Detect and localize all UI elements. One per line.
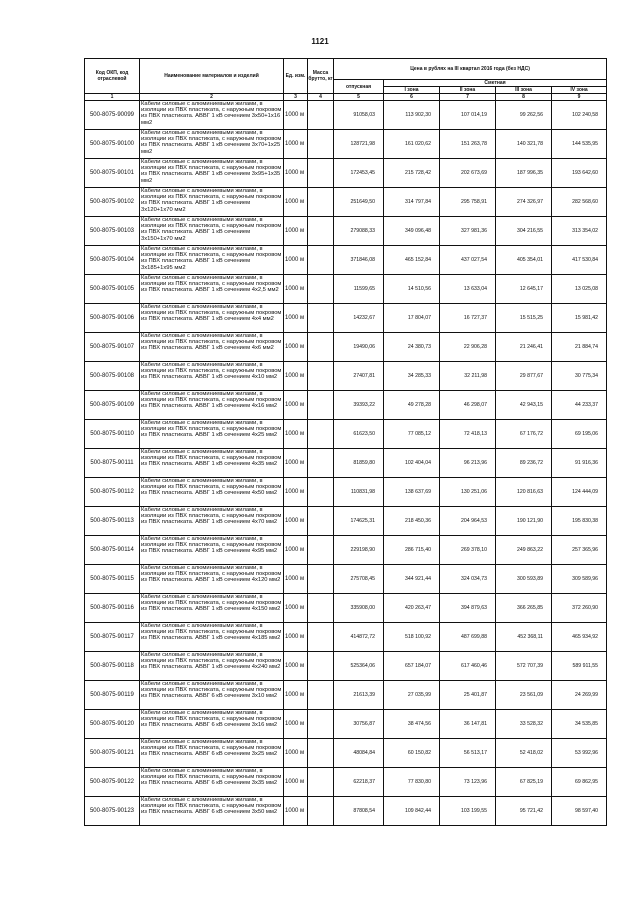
price-zone-3: 33 528,32 <box>496 710 552 739</box>
item-name <box>140 681 284 710</box>
price-zone-3: 67 176,72 <box>496 420 552 449</box>
price-zone-1: 420 263,47 <box>384 594 440 623</box>
item-name <box>140 304 284 333</box>
price-zone-2: 103 199,55 <box>440 797 496 826</box>
item-mass <box>308 449 334 478</box>
page-number: 1121 <box>311 37 329 46</box>
price-release: 81859,80 <box>334 449 384 478</box>
price-zone-2: 295 758,91 <box>440 188 496 217</box>
item-name <box>140 420 284 449</box>
table-row <box>85 797 607 826</box>
item-name <box>140 565 284 594</box>
header-zone-2: II зона <box>440 87 496 94</box>
column-number: 4 <box>308 94 334 101</box>
item-name <box>140 594 284 623</box>
item-code: 500-8075-90118 <box>85 652 140 681</box>
table-row <box>85 420 607 449</box>
item-name <box>140 797 284 826</box>
item-name <box>140 217 284 246</box>
column-number: 2 <box>140 94 284 101</box>
price-zone-2: 22 906,28 <box>440 333 496 362</box>
price-release: 172453,45 <box>334 159 384 188</box>
price-zone-4: 30 775,34 <box>552 362 607 391</box>
table-row <box>85 652 607 681</box>
price-zone-3: 405 354,01 <box>496 246 552 275</box>
item-name-text: Кабели силовые с алюминиевыми жилами, в изоляции из ПВХ пластиката, с наружным покровом из ПВХ пластиката. АВВГ 6 кВ сечением 3х16 мм2 <box>141 710 282 729</box>
item-unit: 1000 м <box>284 623 308 652</box>
price-zone-1: 314 797,84 <box>384 188 440 217</box>
price-zone-4: 193 642,60 <box>552 159 607 188</box>
price-release: 11599,65 <box>334 275 384 304</box>
item-mass <box>308 420 334 449</box>
price-zone-3: 21 246,41 <box>496 333 552 362</box>
price-zone-4: 21 884,74 <box>552 333 607 362</box>
price-release: 229198,90 <box>334 536 384 565</box>
price-zone-2: 72 418,13 <box>440 420 496 449</box>
header-zone-3: III зона <box>496 87 552 94</box>
price-zone-4: 144 535,95 <box>552 130 607 159</box>
item-mass <box>308 565 334 594</box>
price-zone-2: 327 981,36 <box>440 217 496 246</box>
item-name-text: Кабели силовые с алюминиевыми жилами, в изоляции из ПВХ пластиката, с наружным покровом из ПВХ пластиката. АВВГ 1 кВ сечением 4х25 мм2 <box>141 420 282 439</box>
item-code: 500-8075-90103 <box>85 217 140 246</box>
item-unit: 1000 м <box>284 449 308 478</box>
price-zone-1: 349 096,48 <box>384 217 440 246</box>
item-unit: 1000 м <box>284 652 308 681</box>
table-row <box>85 739 607 768</box>
item-unit: 1000 м <box>284 739 308 768</box>
price-release: 21613,39 <box>334 681 384 710</box>
item-name-text: Кабели силовые с алюминиевыми жилами, в изоляции из ПВХ пластиката, с наружным покровом из ПВХ пластиката. АВВГ 1 кВ сечением 3х95+1х35 мм2 <box>141 159 282 184</box>
item-mass <box>308 797 334 826</box>
price-zone-2: 437 027,54 <box>440 246 496 275</box>
column-number: 8 <box>496 94 552 101</box>
price-release: 48084,84 <box>334 739 384 768</box>
price-zone-2: 617 460,46 <box>440 652 496 681</box>
item-code: 500-8075-90105 <box>85 275 140 304</box>
header-zone-4: IV зона <box>552 87 607 94</box>
header-code: Код ОКП, код отраслевой <box>85 59 140 94</box>
item-unit: 1000 м <box>284 188 308 217</box>
item-name-text: Кабели силовые с алюминиевыми жилами, в изоляции из ПВХ пластиката, с наружным покровом из ПВХ пластиката. АВВГ 1 кВ сечением 4х95 мм2 <box>141 536 282 555</box>
item-mass <box>308 246 334 275</box>
item-name <box>140 652 284 681</box>
item-unit: 1000 м <box>284 420 308 449</box>
price-release: 14232,67 <box>334 304 384 333</box>
price-zone-4: 91 916,36 <box>552 449 607 478</box>
item-unit: 1000 м <box>284 362 308 391</box>
price-zone-4: 34 535,85 <box>552 710 607 739</box>
item-name-text: Кабели силовые с алюминиевыми жилами, в изоляции из ПВХ пластиката, с наружным покровом из ПВХ пластиката. АВВГ 6 кВ сечением 3х10 мм2 <box>141 681 282 700</box>
item-mass <box>308 275 334 304</box>
item-name-text: Кабели силовые с алюминиевыми жилами, в изоляции из ПВХ пластиката, с наружным покровом из ПВХ пластиката. АВВГ 1 кВ сечением 3х120+1х70 мм2 <box>141 188 282 213</box>
table-row <box>85 217 607 246</box>
item-unit: 1000 м <box>284 130 308 159</box>
header-unit: Ед. изм. <box>284 59 308 94</box>
table-row <box>85 507 607 536</box>
header-mass: Масса брутто, кг <box>308 59 334 94</box>
item-mass <box>308 217 334 246</box>
price-zone-1: 113 902,30 <box>384 101 440 130</box>
item-name <box>140 449 284 478</box>
item-mass <box>308 507 334 536</box>
item-name-text: Кабели силовые с алюминиевыми жилами, в изоляции из ПВХ пластиката, с наружным покровом из ПВХ пластиката. АВВГ 6 кВ сечением 3х35 мм2 <box>141 768 282 787</box>
price-zone-4: 24 269,99 <box>552 681 607 710</box>
price-zone-1: 27 035,99 <box>384 681 440 710</box>
item-name-text: Кабели силовые с алюминиевыми жилами, в изоляции из ПВХ пластиката, с наружным покровом из ПВХ пластиката. АВВГ 1 кВ сечением 4х240 мм2 <box>141 652 282 671</box>
price-zone-2: 32 211,98 <box>440 362 496 391</box>
price-zone-1: 102 404,04 <box>384 449 440 478</box>
price-zone-1: 49 278,28 <box>384 391 440 420</box>
item-unit: 1000 м <box>284 304 308 333</box>
price-zone-4: 372 260,90 <box>552 594 607 623</box>
item-name <box>140 507 284 536</box>
price-release: 335908,00 <box>334 594 384 623</box>
item-code: 500-8075-90112 <box>85 478 140 507</box>
price-zone-3: 89 236,72 <box>496 449 552 478</box>
price-zone-1: 215 728,42 <box>384 159 440 188</box>
item-name-text: Кабели силовые с алюминиевыми жилами, в изоляции из ПВХ пластиката, с наружным покровом из ПВХ пластиката. АВВГ 1 кВ сечением 4х10 мм2 <box>141 362 282 381</box>
item-name <box>140 130 284 159</box>
item-mass <box>308 130 334 159</box>
item-code: 500-8075-90119 <box>85 681 140 710</box>
price-zone-3: 304 216,55 <box>496 217 552 246</box>
price-zone-1: 77 085,12 <box>384 420 440 449</box>
table-row <box>85 681 607 710</box>
price-release: 414872,72 <box>334 623 384 652</box>
price-zone-4: 69 195,06 <box>552 420 607 449</box>
item-unit: 1000 м <box>284 101 308 130</box>
item-code: 500-8075-90117 <box>85 623 140 652</box>
price-zone-3: 99 262,56 <box>496 101 552 130</box>
item-name <box>140 478 284 507</box>
item-unit: 1000 м <box>284 797 308 826</box>
price-zone-3: 67 825,19 <box>496 768 552 797</box>
item-mass <box>308 362 334 391</box>
column-number: 3 <box>284 94 308 101</box>
item-code: 500-8075-90113 <box>85 507 140 536</box>
price-zone-2: 487 699,88 <box>440 623 496 652</box>
item-name <box>140 536 284 565</box>
price-zone-3: 274 326,97 <box>496 188 552 217</box>
item-name-text: Кабели силовые с алюминиевыми жилами, в изоляции из ПВХ пластиката, с наружным покровом из ПВХ пластиката. АВВГ 6 кВ сечением 3х50 мм2 <box>141 797 282 816</box>
price-zone-4: 589 911,55 <box>552 652 607 681</box>
item-unit: 1000 м <box>284 768 308 797</box>
table-row <box>85 594 607 623</box>
table-row <box>85 449 607 478</box>
price-zone-1: 38 474,56 <box>384 710 440 739</box>
price-table <box>84 58 607 826</box>
price-release: 128721,98 <box>334 130 384 159</box>
item-name <box>140 275 284 304</box>
price-release: 91058,03 <box>334 101 384 130</box>
table-row <box>85 246 607 275</box>
item-code: 500-8075-90101 <box>85 159 140 188</box>
item-mass <box>308 594 334 623</box>
item-code: 500-8075-90116 <box>85 594 140 623</box>
item-code: 500-8075-90102 <box>85 188 140 217</box>
item-unit: 1000 м <box>284 217 308 246</box>
price-release: 174625,31 <box>334 507 384 536</box>
price-release: 39393,22 <box>334 391 384 420</box>
price-zone-4: 53 992,96 <box>552 739 607 768</box>
price-zone-4: 13 025,08 <box>552 275 607 304</box>
price-release: 62218,37 <box>334 768 384 797</box>
price-zone-3: 120 816,63 <box>496 478 552 507</box>
item-mass <box>308 188 334 217</box>
item-name-text: Кабели силовые с алюминиевыми жилами, в изоляции из ПВХ пластиката, с наружным покровом из ПВХ пластиката. АВВГ 1 кВ сечением 4х16 мм2 <box>141 391 282 410</box>
item-mass <box>308 623 334 652</box>
table-row <box>85 362 607 391</box>
item-code: 500-8075-90099 <box>85 101 140 130</box>
item-unit: 1000 м <box>284 507 308 536</box>
item-name-text: Кабели силовые с алюминиевыми жилами, в изоляции из ПВХ пластиката, с наружным покровом из ПВХ пластиката. АВВГ 1 кВ сечением 3х150+1х70 мм2 <box>141 217 282 242</box>
price-release: 27407,81 <box>334 362 384 391</box>
item-mass <box>308 652 334 681</box>
item-unit: 1000 м <box>284 710 308 739</box>
price-release: 371846,08 <box>334 246 384 275</box>
item-unit: 1000 м <box>284 333 308 362</box>
price-zone-3: 42 943,15 <box>496 391 552 420</box>
table-row <box>85 536 607 565</box>
header-estimated: Сметная <box>384 80 607 87</box>
price-zone-1: 657 184,07 <box>384 652 440 681</box>
item-unit: 1000 м <box>284 536 308 565</box>
price-release: 61623,50 <box>334 420 384 449</box>
item-code: 500-8075-90121 <box>85 739 140 768</box>
price-zone-2: 107 014,19 <box>440 101 496 130</box>
item-unit: 1000 м <box>284 681 308 710</box>
price-zone-1: 17 804,07 <box>384 304 440 333</box>
price-zone-1: 161 020,62 <box>384 130 440 159</box>
item-code: 500-8075-90104 <box>85 246 140 275</box>
item-unit: 1000 м <box>284 478 308 507</box>
price-zone-2: 13 633,04 <box>440 275 496 304</box>
item-code: 500-8075-90123 <box>85 797 140 826</box>
price-zone-3: 29 877,67 <box>496 362 552 391</box>
item-name-text: Кабели силовые с алюминиевыми жилами, в изоляции из ПВХ пластиката, с наружным покровом из ПВХ пластиката. АВВГ 1 кВ сечением 4х70 мм2 <box>141 507 282 526</box>
table-row <box>85 710 607 739</box>
column-number: 9 <box>552 94 607 101</box>
item-mass <box>308 159 334 188</box>
price-release: 275708,45 <box>334 565 384 594</box>
price-zone-1: 218 450,36 <box>384 507 440 536</box>
item-mass <box>308 304 334 333</box>
price-zone-4: 15 981,42 <box>552 304 607 333</box>
item-mass <box>308 681 334 710</box>
item-code: 500-8075-90100 <box>85 130 140 159</box>
price-zone-3: 12 645,17 <box>496 275 552 304</box>
item-name-text: Кабели силовые с алюминиевыми жилами, в изоляции из ПВХ пластиката, с наружным покровом из ПВХ пластиката. АВВГ 1 кВ сечением 4х50 мм2 <box>141 478 282 497</box>
price-zone-3: 190 121,90 <box>496 507 552 536</box>
item-name-text: Кабели силовые с алюминиевыми жилами, в изоляции из ПВХ пластиката, с наружным покровом из ПВХ пластиката. АВВГ 1 кВ сечением 4х2,5 мм2 <box>141 275 282 294</box>
price-zone-4: 309 589,96 <box>552 565 607 594</box>
table-row <box>85 623 607 652</box>
table-row <box>85 130 607 159</box>
price-zone-3: 23 561,09 <box>496 681 552 710</box>
item-mass <box>308 710 334 739</box>
column-numbers-row <box>85 94 607 101</box>
table-row <box>85 275 607 304</box>
item-mass <box>308 333 334 362</box>
price-release: 110831,98 <box>334 478 384 507</box>
price-zone-2: 202 673,69 <box>440 159 496 188</box>
price-zone-3: 452 368,11 <box>496 623 552 652</box>
price-release: 251649,50 <box>334 188 384 217</box>
price-zone-4: 195 830,38 <box>552 507 607 536</box>
price-zone-2: 25 401,87 <box>440 681 496 710</box>
price-zone-2: 73 123,96 <box>440 768 496 797</box>
price-zone-2: 56 513,17 <box>440 739 496 768</box>
item-code: 500-8075-90108 <box>85 362 140 391</box>
price-zone-1: 286 715,40 <box>384 536 440 565</box>
price-zone-1: 34 285,33 <box>384 362 440 391</box>
item-code: 500-8075-90109 <box>85 391 140 420</box>
price-zone-2: 96 213,96 <box>440 449 496 478</box>
price-release: 279088,33 <box>334 217 384 246</box>
item-code: 500-8075-90114 <box>85 536 140 565</box>
item-mass <box>308 536 334 565</box>
item-name <box>140 101 284 130</box>
item-code: 500-8075-90122 <box>85 768 140 797</box>
column-number: 1 <box>85 94 140 101</box>
item-name <box>140 246 284 275</box>
item-name <box>140 768 284 797</box>
item-name-text: Кабели силовые с алюминиевыми жилами, в изоляции из ПВХ пластиката, с наружным покровом из ПВХ пластиката. АВВГ 1 кВ сечением 4х120 мм2 <box>141 565 282 584</box>
item-name <box>140 623 284 652</box>
header-zone-1: I зона <box>384 87 440 94</box>
price-zone-2: 151 263,78 <box>440 130 496 159</box>
price-zone-3: 187 996,35 <box>496 159 552 188</box>
item-name-text: Кабели силовые с алюминиевыми жилами, в изоляции из ПВХ пластиката, с наружным покровом из ПВХ пластиката. АВВГ 1 кВ сечением 4х35 мм2 <box>141 449 282 468</box>
table-row <box>85 391 607 420</box>
price-zone-2: 269 378,10 <box>440 536 496 565</box>
price-zone-1: 518 100,92 <box>384 623 440 652</box>
price-zone-4: 44 233,37 <box>552 391 607 420</box>
item-mass <box>308 478 334 507</box>
price-zone-3: 572 707,39 <box>496 652 552 681</box>
column-number: 7 <box>440 94 496 101</box>
table-row <box>85 101 607 130</box>
item-unit: 1000 м <box>284 391 308 420</box>
item-name-text: Кабели силовые с алюминиевыми жилами, в изоляции из ПВХ пластиката, с наружным покровом из ПВХ пластиката. АВВГ 1 кВ сечением 4х4 мм2 <box>141 304 282 323</box>
table-row <box>85 768 607 797</box>
price-zone-2: 204 964,53 <box>440 507 496 536</box>
price-zone-1: 60 150,82 <box>384 739 440 768</box>
price-release: 525364,06 <box>334 652 384 681</box>
item-code: 500-8075-90110 <box>85 420 140 449</box>
price-zone-2: 130 251,06 <box>440 478 496 507</box>
price-zone-4: 257 365,96 <box>552 536 607 565</box>
price-zone-3: 300 593,89 <box>496 565 552 594</box>
table-row <box>85 565 607 594</box>
item-name <box>140 739 284 768</box>
price-zone-4: 313 354,02 <box>552 217 607 246</box>
price-zone-3: 52 418,02 <box>496 739 552 768</box>
table-row <box>85 304 607 333</box>
price-zone-1: 465 152,84 <box>384 246 440 275</box>
item-name <box>140 391 284 420</box>
item-name-text: Кабели силовые с алюминиевыми жилами, в изоляции из ПВХ пластиката, с наружным покровом из ПВХ пластиката. АВВГ 1 кВ сечением 4х150 мм2 <box>141 594 282 613</box>
price-zone-2: 394 879,63 <box>440 594 496 623</box>
price-zone-2: 324 034,73 <box>440 565 496 594</box>
price-zone-3: 15 515,25 <box>496 304 552 333</box>
price-zone-1: 344 921,44 <box>384 565 440 594</box>
price-zone-4: 465 934,92 <box>552 623 607 652</box>
column-number: 6 <box>384 94 440 101</box>
price-zone-3: 249 863,22 <box>496 536 552 565</box>
item-unit: 1000 м <box>284 159 308 188</box>
item-name-text: Кабели силовые с алюминиевыми жилами, в изоляции из ПВХ пластиката, с наружным покровом из ПВХ пластиката. АВВГ 1 кВ сечением 4х6 мм2 <box>141 333 282 352</box>
price-zone-2: 16 727,37 <box>440 304 496 333</box>
header-price-group: Цена в рублях на III квартал 2016 года (без НДС) <box>334 59 607 80</box>
price-zone-4: 69 862,95 <box>552 768 607 797</box>
header-name: Наименование материалов и изделий <box>140 59 284 94</box>
price-zone-4: 124 444,09 <box>552 478 607 507</box>
price-zone-1: 24 380,73 <box>384 333 440 362</box>
price-zone-3: 95 721,42 <box>496 797 552 826</box>
item-unit: 1000 м <box>284 565 308 594</box>
price-release: 19490,06 <box>334 333 384 362</box>
item-code: 500-8075-90115 <box>85 565 140 594</box>
price-zone-4: 417 530,84 <box>552 246 607 275</box>
item-name <box>140 710 284 739</box>
price-zone-4: 282 568,60 <box>552 188 607 217</box>
item-name <box>140 188 284 217</box>
price-release: 30756,87 <box>334 710 384 739</box>
item-mass <box>308 391 334 420</box>
price-zone-1: 138 637,69 <box>384 478 440 507</box>
item-name-text: Кабели силовые с алюминиевыми жилами, в изоляции из ПВХ пластиката, с наружным покровом из ПВХ пластиката. АВВГ 6 кВ сечением 3х25 мм2 <box>141 739 282 758</box>
item-unit: 1000 м <box>284 275 308 304</box>
item-mass <box>308 739 334 768</box>
item-code: 500-8075-90106 <box>85 304 140 333</box>
item-code: 500-8075-90120 <box>85 710 140 739</box>
price-zone-1: 109 842,44 <box>384 797 440 826</box>
price-zone-3: 366 265,85 <box>496 594 552 623</box>
item-unit: 1000 м <box>284 594 308 623</box>
item-name-text: Кабели силовые с алюминиевыми жилами, в изоляции из ПВХ пластиката, с наружным покровом из ПВХ пластиката. АВВГ 1 кВ сечением 4х185 мм2 <box>141 623 282 642</box>
price-zone-2: 36 147,81 <box>440 710 496 739</box>
item-name-text: Кабели силовые с алюминиевыми жилами, в изоляции из ПВХ пластиката, с наружным покровом из ПВХ пластиката. АВВГ 1 кВ сечением 3х185+1х95 мм2 <box>141 246 282 271</box>
item-code: 500-8075-90111 <box>85 449 140 478</box>
table-row <box>85 478 607 507</box>
item-name <box>140 159 284 188</box>
column-number: 5 <box>334 94 384 101</box>
item-code: 500-8075-90107 <box>85 333 140 362</box>
item-mass <box>308 101 334 130</box>
table-row <box>85 333 607 362</box>
item-name <box>140 333 284 362</box>
price-zone-1: 77 830,80 <box>384 768 440 797</box>
item-name <box>140 362 284 391</box>
price-release: 87808,54 <box>334 797 384 826</box>
price-zone-1: 14 510,56 <box>384 275 440 304</box>
table-row <box>85 159 607 188</box>
price-zone-2: 46 298,07 <box>440 391 496 420</box>
table-row <box>85 188 607 217</box>
price-zone-3: 140 321,78 <box>496 130 552 159</box>
price-zone-4: 102 240,58 <box>552 101 607 130</box>
item-name-text: Кабели силовые с алюминиевыми жилами, в изоляции из ПВХ пластиката, с наружным покровом из ПВХ пластиката. АВВГ 1 кВ сечением 3х50+1х16 мм2 <box>141 101 282 126</box>
header-release: отпускная <box>334 80 384 94</box>
item-name-text: Кабели силовые с алюминиевыми жилами, в изоляции из ПВХ пластиката, с наружным покровом из ПВХ пластиката. АВВГ 1 кВ сечением 3х70+1х25 мм2 <box>141 130 282 155</box>
item-mass <box>308 768 334 797</box>
item-unit: 1000 м <box>284 246 308 275</box>
price-zone-4: 98 597,40 <box>552 797 607 826</box>
